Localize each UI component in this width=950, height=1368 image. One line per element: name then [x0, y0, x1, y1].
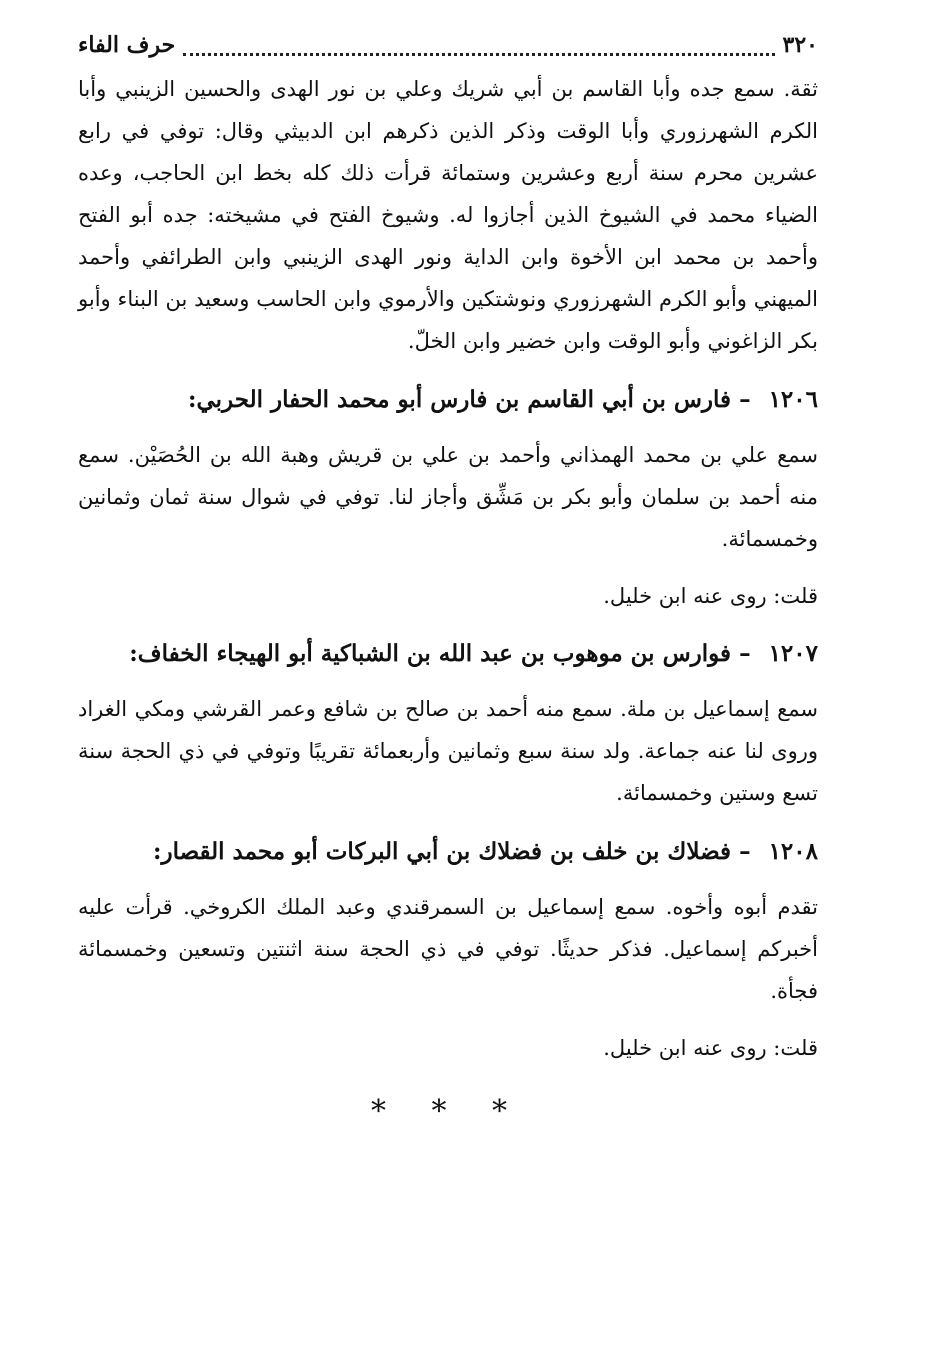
entry-1206 — [78, 380, 818, 616]
entry-name: فارس بن أبي القاسم بن فارس أبو محمد الحفار الحربي: — [188, 386, 732, 413]
header-dotted-leader — [183, 39, 774, 56]
entry-dash: – — [739, 640, 751, 667]
entry-dash: – — [739, 386, 751, 413]
entry-body: سمع علي بن محمد الهمذاني وأحمد بن علي بن قريش وهبة الله بن الحُصَيْن. سمع منه أحمد بن سلمان وأبو بكر بن مَشِّق وأجاز لنا. توفي في شوال سنة ثمان وثمانين وخمسمائة. — [78, 443, 818, 551]
entry-number: ١٢٠٨ — [768, 838, 818, 865]
page-header — [78, 30, 818, 64]
entry-note: قلت: روى عنه ابن خليل. — [603, 1036, 818, 1060]
entry-dash: – — [739, 838, 751, 865]
document-page — [78, 30, 818, 1129]
section-title: حرف الفاء — [78, 32, 176, 58]
entry-body: تقدم أبوه وأخوه. سمع إسماعيل بن السمرقندي وعبد الملك الكروخي. قرأت عليه أخبركم إسماعيل. فذكر حديثًا. توفي في ذي الحجة سنة اثنتين وتسعين وخمسمائة فجأة. — [78, 895, 818, 1003]
section-end-asterisks: * * * — [370, 1094, 526, 1129]
entry-name: فضلاك بن خلف بن فضلاك بن أبي البركات أبو محمد القصار: — [152, 838, 732, 865]
entry-1208 — [78, 832, 818, 1068]
entry-heading — [78, 380, 818, 420]
entry-note: قلت: روى عنه ابن خليل. — [603, 584, 818, 608]
intro-paragraph: ثقة. سمع جده وأبا القاسم بن أبي شريك وعلي بن نور الهدى والحسين الزينبي وأبا الكرم الشهرزوري وأبا الوقت وذكر الذين ذكرهم ابن الدبيثي وقال: توفي في رابع عشرين محرم سنة أربع وعشرين وستمائة قرأت ذلك كله بخط ابن الحاجب، وعده الضياء محمد في الشيوخ الذين أجازوا له. وشيوخ الفتح في مشيخته: جده أبو الفتح وأحمد بن محمد ابن الأخوة وابن الداية ونور الهدى الزينبي وابن الطرائفي وأحمد الميهني وأبو الكرم الشهرزوري ونوشتكين والأرموي وابن الحاسب وسعيد بن البناء وأبو بكر الزاغوني وأبو الوقت وابن خضير وابن الخلّ. — [78, 77, 818, 353]
entry-1207 — [78, 634, 818, 814]
entry-number: ١٢٠٧ — [768, 640, 818, 667]
entry-number: ١٢٠٦ — [768, 386, 818, 413]
entry-heading — [78, 832, 818, 872]
page-number: ٣٢٠ — [782, 32, 818, 58]
entry-name: فوارس بن موهوب بن عبد الله بن الشباكية أبو الهيجاء الخفاف: — [129, 640, 732, 667]
entry-heading — [78, 634, 818, 674]
entry-body: سمع إسماعيل بن ملة. سمع منه أحمد بن صالح بن شافع وعمر القرشي ومكي الغراد وروى لنا عنه جماعة. ولد سنة سبع وثمانين وأربعمائة تقريبًا وتوفي في ذي الحجة سنة تسع وستين وخمسمائة. — [78, 697, 818, 805]
